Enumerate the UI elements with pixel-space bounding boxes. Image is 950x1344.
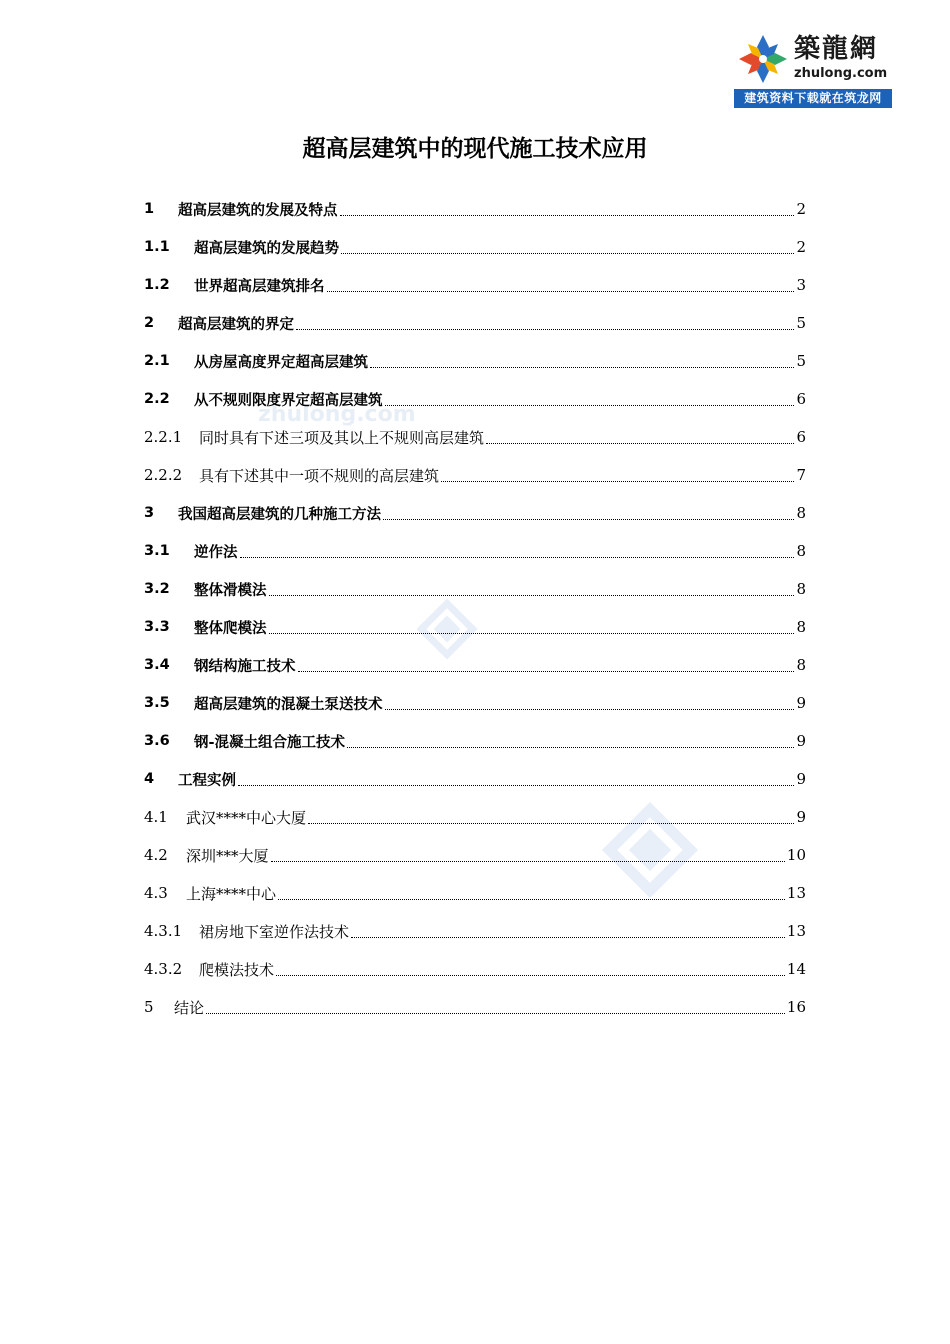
toc-entry-title: 爬模法技术 [199, 960, 275, 979]
toc-entry[interactable] [144, 570, 806, 608]
toc-entry-number: 2.2 [144, 391, 170, 407]
toc-entry-title: 裙房地下室逆作法技术 [199, 922, 350, 941]
toc-entry-page: 8 [796, 504, 806, 522]
toc-entry[interactable] [144, 722, 806, 760]
toc-entry[interactable] [144, 912, 806, 950]
toc-entry-title: 超高层建筑的发展及特点 [178, 202, 338, 219]
toc-entry[interactable] [144, 608, 806, 646]
toc-entry-page: 10 [786, 846, 806, 864]
toc-dot-leader [206, 1013, 785, 1014]
toc-entry-page: 13 [786, 922, 806, 940]
toc-entry-number: 4.1 [144, 808, 168, 826]
toc-entry-page: 9 [796, 808, 806, 826]
toc-entry-number: 1.1 [144, 239, 170, 255]
toc-entry-number: 2.1 [144, 353, 170, 369]
toc-dot-leader [240, 557, 795, 558]
toc-entry[interactable] [144, 950, 806, 988]
toc-entry-number: 4.3 [144, 884, 168, 902]
toc-dot-leader [271, 861, 785, 862]
logo-slogan: 建筑资料下载就在筑龙网 [734, 89, 892, 108]
toc-dot-leader [341, 253, 794, 254]
toc-entry-title: 超高层建筑的混凝土泵送技术 [194, 696, 383, 713]
toc-entry[interactable] [144, 456, 806, 494]
toc-dot-leader [269, 633, 795, 634]
toc-dot-leader [296, 329, 794, 330]
toc-dot-leader [269, 595, 795, 596]
toc-entry-title: 上海****中心 [186, 884, 277, 903]
toc-entry[interactable] [144, 798, 806, 836]
toc-entry-title: 钢结构施工技术 [194, 658, 296, 675]
toc-entry-title: 同时具有下述三项及其以上不规则高层建筑 [199, 428, 485, 447]
toc-dot-leader [383, 519, 794, 520]
toc-entry-number: 3.2 [144, 581, 170, 597]
table-of-contents [144, 190, 806, 1026]
toc-entry-title: 整体爬模法 [194, 620, 267, 637]
toc-entry-title: 从不规则限度界定超高层建筑 [194, 392, 383, 409]
toc-entry-title: 超高层建筑的发展趋势 [194, 240, 339, 257]
toc-entry-page: 2 [796, 200, 806, 218]
toc-dot-leader [370, 367, 794, 368]
logo-domain: zhulong.com [794, 66, 888, 81]
toc-entry-number: 4 [144, 771, 155, 787]
toc-entry-page: 6 [796, 390, 806, 408]
toc-entry[interactable] [144, 342, 806, 380]
toc-entry[interactable] [144, 646, 806, 684]
toc-entry[interactable] [144, 418, 806, 456]
toc-entry[interactable] [144, 684, 806, 722]
toc-entry-number: 3 [144, 505, 155, 521]
toc-entry-number: 4.2 [144, 846, 168, 864]
toc-entry-page: 6 [796, 428, 806, 446]
toc-entry-page: 16 [786, 998, 806, 1016]
toc-dot-leader [278, 899, 785, 900]
toc-entry[interactable] [144, 532, 806, 570]
toc-entry-page: 14 [786, 960, 806, 978]
toc-entry-number: 3.4 [144, 657, 170, 673]
toc-dot-leader [441, 481, 794, 482]
logo-mark-icon [736, 32, 790, 86]
toc-entry-page: 2 [796, 238, 806, 256]
toc-entry-number: 4.3.1 [144, 922, 183, 940]
zhulong-logo[interactable] [734, 30, 892, 108]
logo-chinese-name: 築龍網 [794, 34, 879, 64]
watermark-text: zhulong.com [258, 402, 416, 427]
toc-entry[interactable] [144, 190, 806, 228]
toc-entry-title: 世界超高层建筑排名 [194, 278, 325, 295]
toc-entry-page: 7 [796, 466, 806, 484]
toc-dot-leader [385, 709, 795, 710]
toc-entry-number: 3.6 [144, 733, 170, 749]
toc-entry-title: 我国超高层建筑的几种施工方法 [178, 506, 381, 523]
toc-dot-leader [308, 823, 794, 824]
toc-entry-title: 逆作法 [194, 544, 238, 561]
toc-entry[interactable] [144, 988, 806, 1026]
toc-dot-leader [238, 785, 794, 786]
toc-dot-leader [298, 671, 795, 672]
toc-entry-page: 5 [796, 352, 806, 370]
toc-entry-number: 3.1 [144, 543, 170, 559]
toc-entry-page: 8 [796, 580, 806, 598]
toc-entry-title: 从房屋高度界定超高层建筑 [194, 354, 368, 371]
toc-entry-page: 9 [796, 694, 806, 712]
toc-entry[interactable] [144, 228, 806, 266]
toc-dot-leader [276, 975, 785, 976]
toc-entry-page: 8 [796, 618, 806, 636]
toc-entry-page: 8 [796, 542, 806, 560]
toc-entry-number: 3.3 [144, 619, 170, 635]
toc-entry[interactable] [144, 266, 806, 304]
toc-entry-page: 13 [786, 884, 806, 902]
toc-entry[interactable] [144, 304, 806, 342]
toc-entry-number: 1.2 [144, 277, 170, 293]
toc-dot-leader [351, 937, 785, 938]
toc-entry[interactable] [144, 760, 806, 798]
toc-dot-leader [340, 215, 795, 216]
logo-top [734, 30, 892, 88]
toc-entry-number: 1 [144, 201, 155, 217]
toc-entry-number: 2.2.1 [144, 428, 183, 446]
toc-entry[interactable] [144, 874, 806, 912]
toc-dot-leader [347, 747, 794, 748]
toc-entry-title: 深圳***大厦 [186, 846, 269, 865]
toc-entry-title: 具有下述其中一项不规则的高层建筑 [199, 466, 440, 485]
toc-entry-title: 整体滑模法 [194, 582, 267, 599]
toc-entry-title: 工程实例 [178, 772, 236, 789]
toc-entry[interactable] [144, 836, 806, 874]
toc-entry-page: 8 [796, 656, 806, 674]
toc-entry-number: 2.2.2 [144, 466, 183, 484]
toc-entry-title: 钢-混凝土组合施工技术 [194, 734, 346, 751]
toc-entry-page: 9 [796, 770, 806, 788]
toc-entry-number: 2 [144, 315, 155, 331]
toc-entry-number: 5 [144, 998, 154, 1016]
toc-entry[interactable] [144, 494, 806, 532]
toc-entry-page: 3 [796, 276, 806, 294]
toc-entry-title: 结论 [174, 998, 205, 1017]
toc-dot-leader [327, 291, 795, 292]
toc-entry-number: 4.3.2 [144, 960, 183, 978]
toc-entry[interactable] [144, 380, 806, 418]
toc-entry-number: 3.5 [144, 695, 170, 711]
toc-entry-title: 超高层建筑的界定 [178, 316, 294, 333]
toc-dot-leader [385, 405, 795, 406]
document-title: 超高层建筑中的现代施工技术应用 [302, 136, 648, 162]
toc-dot-leader [486, 443, 794, 444]
toc-entry-page: 9 [796, 732, 806, 750]
toc-entry-page: 5 [796, 314, 806, 332]
toc-entry-title: 武汉****中心大厦 [186, 808, 307, 827]
